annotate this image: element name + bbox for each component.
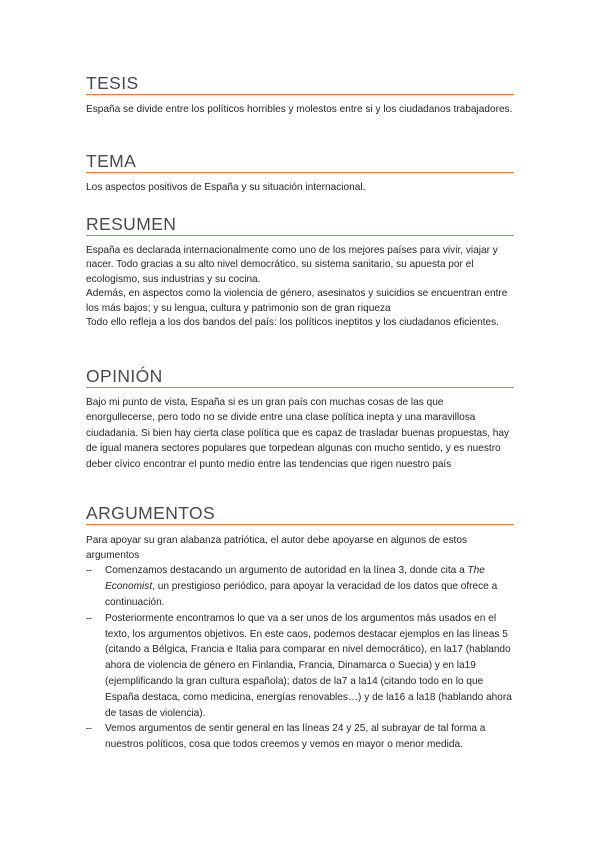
heading-resumen: RESUMEN [86,214,514,236]
dash-bullet: – [86,723,92,735]
section-resumen [86,214,514,330]
argumentos-body [86,533,514,753]
heading-tesis: TESIS [86,73,514,95]
heading-argumentos: ARGUMENTOS [86,503,514,525]
section-opinion [86,366,514,472]
tesis-text: España se divide entre los políticos horribles y molestos entre si y los ciudadanos trabajadores. [86,104,513,115]
resumen-paragraph-2: Además, en aspectos como la violencia de género, asesinatos y suicidios se encuentran entre los más bajos; y su lengua, cultura y patrimonio son de gran riqueza [86,288,508,314]
argumentos-intro: Para apoyar su gran alabanza patriótica, el autor debe apoyarse en algunos de estos argumentos [86,535,468,562]
tema-body [86,181,514,195]
item1-source-italic: The Economist [105,565,485,593]
item3-text: Vemos argumentos de sentir general en las líneas 24 y 25, al subrayar de tal forma a nuestros políticos, cosa que todos creemos y vemos en mayor o menor medida. [105,723,486,751]
tesis-body [86,103,514,117]
opinion-text: Bajo mi punto de vista, España si es un gran país con muchas cosas de las que enorgullecerse, pero todo no se divide entre una clase política inepta y una maravillosa ciudadanía. Si bien hay cierta clase política que es capaz de trasladar buenas propuestas, hay de igual manera sectores populares que torpedean algunas con mucho sentido, y es nuestro deber cívico encontrar el punto medio entre las tendencias que rigen nuestro país [86,397,510,470]
resumen-body [86,244,514,330]
heading-tema: TEMA [86,151,514,173]
heading-opinion: OPINIÓN [86,366,514,388]
section-tema [86,151,514,195]
list-item [86,563,514,610]
argumentos-list [86,563,514,753]
section-argumentos [86,503,514,753]
item2-text: Posteriormente encontramos lo que va a ser unos de los argumentos más usados en el texto, los argumentos objetivos. En este caos, podemos destacar ejemplos en las líneas 5 (citando a Bélgica, Francia e Italia para comparar en nivel democrático), en la17 (hablando ahora de violencia de género en Finlandia, Francia, Dinamarca o Suecia) y en la19 (ejemplificando la gran cultura española); datos de la7 a la14 (citando todo en lo que España destaca, como medicina, energías renovables…) y de la16 a la18 (hablando ahora de tasas de violencia). [105,612,512,719]
dash-bullet: – [86,612,92,624]
item1-text-before: Comenzamos destacando un argumento de autoridad en la línea 3, donde cita a [105,565,468,577]
dash-bullet: – [86,565,92,577]
item1-text-after: , un prestigioso periódico, para apoyar la veracidad de los datos que ofrece a continuación. [105,581,498,608]
tema-text: Los aspectos positivos de España y su situación internacional. [86,182,366,193]
list-item [86,611,514,722]
resumen-paragraph-1: España es declarada internacionalmente como uno de los mejores países para vivir, viajar y nacer. Todo gracias a su alto nivel democrático, su sistema sanitario, su apuesta por el ecologismo, sus industrias y su cocina. [86,245,498,285]
resumen-paragraph-3: Todo ello refleja a los dos bandos del país: los políticos ineptitos y los ciudadanos eficientes. [86,317,499,329]
opinion-body [86,395,514,472]
list-item [86,721,514,753]
section-tesis [86,73,514,117]
